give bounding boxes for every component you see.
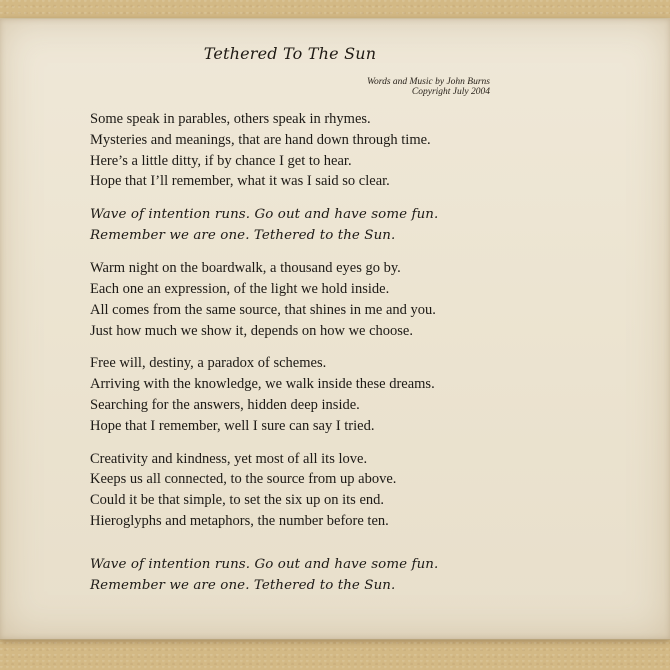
lyric-line: Warm night on the boardwalk, a thousand eyes go by.: [90, 260, 401, 277]
lyric-line: Each one an expression, of the light we hold inside.: [90, 280, 390, 297]
lyric-line: Hope that I’ll remember, what it was I said so clear.: [90, 173, 390, 190]
song-credits: [367, 77, 490, 97]
lyric-line: Creativity and kindness, yet most of all its love.: [90, 450, 368, 467]
lyric-line: Could it be that simple, to set the six up on its end.: [90, 492, 385, 509]
chorus-stanza: [90, 204, 650, 246]
lyric-line: Here’s a little ditty, if by chance I get to hear.: [90, 152, 352, 169]
chorus-line: Remember we are one. Tethered to the Sun.: [90, 228, 396, 244]
verse-stanza: [90, 449, 650, 532]
chorus-line: Wave of intention runs. Go out and have some fun.: [90, 556, 439, 572]
song-title: Tethered To The Sun: [203, 44, 377, 63]
lyric-line: Hope that I remember, well I sure can say I tried.: [90, 417, 375, 434]
lyric-line: Hieroglyphs and metaphors, the number before ten.: [90, 512, 389, 529]
lyric-line: Searching for the answers, hidden deep inside.: [90, 396, 360, 413]
lyric-line: Some speak in parables, others speak in rhymes.: [90, 111, 371, 127]
chorus-line: Remember we are one. Tethered to the Sun.: [90, 577, 396, 593]
lyric-line: Keeps us all connected, to the source from up above.: [90, 471, 397, 488]
credit-line: Words and Music by John Burns: [366, 77, 490, 87]
chorus-line: Wave of intention runs. Go out and have some fun.: [90, 207, 439, 223]
lyric-line: All comes from the same source, that shines in me and you.: [90, 301, 436, 318]
verse-stanza: [90, 258, 650, 341]
credit-line: Copyright July 2004: [411, 87, 490, 97]
verse-stanza: [90, 353, 650, 436]
lyrics-body: [90, 109, 650, 608]
chorus-stanza: [90, 554, 650, 596]
lyric-line: Just how much we show it, depends on how we choose.: [90, 322, 413, 339]
verse-stanza: [90, 109, 650, 192]
lyric-line: Mysteries and meanings, that are hand down through time.: [90, 131, 431, 148]
lyric-line: Arriving with the knowledge, we walk inside these dreams.: [90, 376, 435, 393]
parchment-sheet: [0, 18, 670, 640]
lyric-line: Free will, destiny, a paradox of schemes.: [90, 355, 327, 372]
